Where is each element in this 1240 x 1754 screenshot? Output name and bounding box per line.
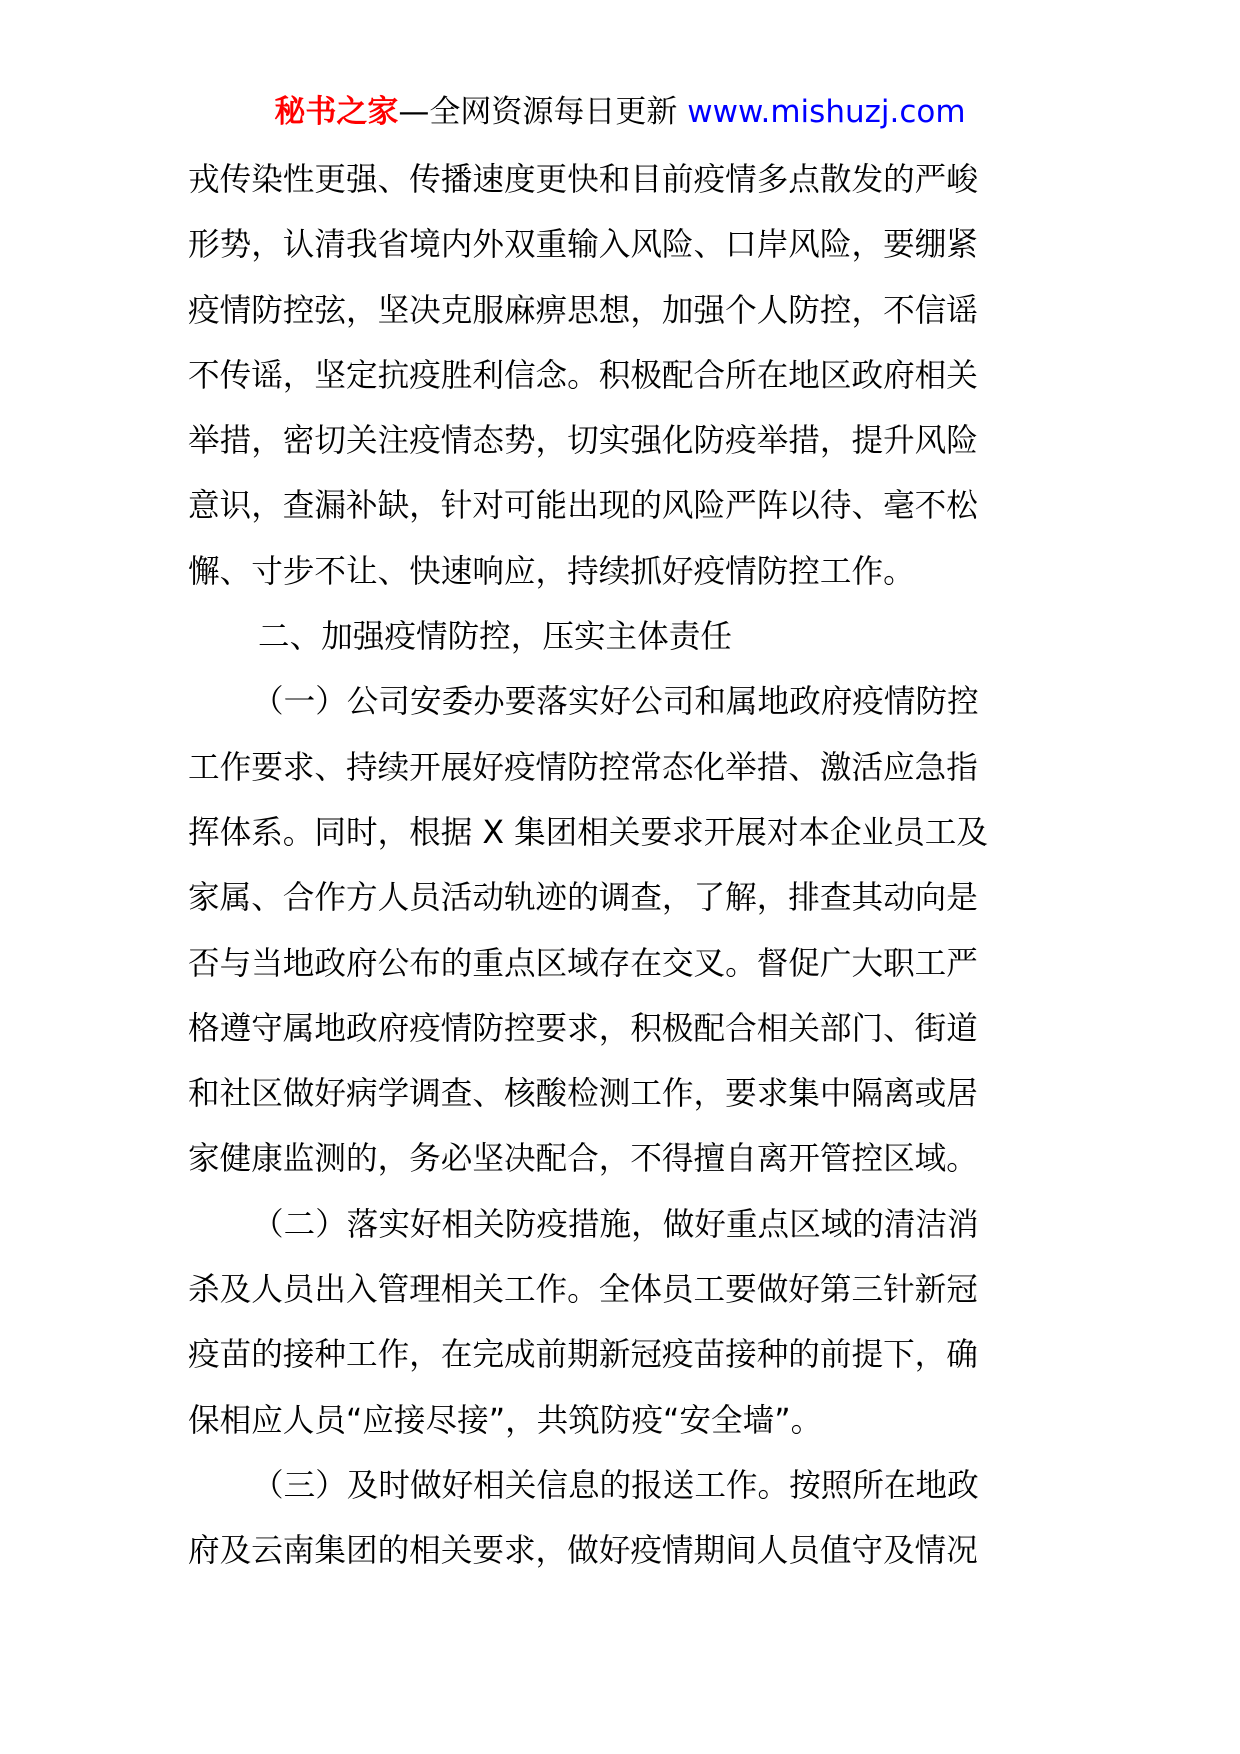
document-body <box>188 148 1058 1585</box>
body-line: 否与当地政府公布的重点区域存在交叉。督促广大职工严 <box>188 945 978 982</box>
body-line: 懈、寸步不让、快速响应，持续抓好疫情防控工作。 <box>188 553 915 590</box>
body-line: 戎传染性更强、传播速度更快和目前疫情多点散发的严峻 <box>188 162 978 198</box>
body-line: 杀及人员出入管理相关工作。全体员工要做好第三针新冠 <box>188 1272 978 1309</box>
body-line: 挥体系。同时，根据 X 集团相关要求开展对本企业员工及 <box>188 814 988 851</box>
brand-name: 秘书之家 <box>274 94 399 130</box>
body-line: 府及云南集团的相关要求，做好疫情期间人员值守及情况 <box>188 1533 978 1570</box>
body-line: 保相应人员“应接尽接”，共筑防疫“安全墙”。 <box>188 1402 823 1439</box>
body-line: 疫苗的接种工作，在完成前期新冠疫苗接种的前提下，确 <box>188 1337 978 1374</box>
body-line: 家健康监测的，务必坚决配合，不得擅自离开管控区域。 <box>188 1141 978 1178</box>
body-line: 工作要求、持续开展好疫情防控常态化举措、激活应急指 <box>188 749 978 786</box>
paragraph-first-line: （一）公司安委办要落实好公司和属地政府疫情防控 <box>252 684 979 721</box>
body-line: 疫情防控弦，坚决克服麻痹思想，加强个人防控，不信谣 <box>188 292 978 329</box>
paragraph-first-line: （三）及时做好相关信息的报送工作。按照所在地政 <box>252 1467 979 1504</box>
body-line: 格遵守属地政府疫情防控要求，积极配合相关部门、街道 <box>188 1010 978 1047</box>
body-line: 举措，密切关注疫情态势，切实强化防疫举措，提升风险 <box>188 423 978 460</box>
body-line: 不传谣，坚定抗疫胜利信念。积极配合所在地区政府相关 <box>188 357 978 394</box>
paragraph-first-line: （二）落实好相关防疫措施，做好重点区域的清洁消 <box>252 1206 979 1243</box>
body-line: 意识，查漏补缺，针对可能出现的风险严阵以待、毫不松 <box>188 488 978 525</box>
body-line: 和社区做好病学调查、核酸检测工作，要求集中隔离或居 <box>188 1076 978 1113</box>
body-line: 形势，认清我省境内外双重输入风险、口岸风险，要绷紧 <box>188 227 978 264</box>
site-header <box>0 92 1240 132</box>
body-line: 家属、合作方人员活动轨迹的调查，了解，排查其动向是 <box>188 880 978 917</box>
section-heading: 二、加强疫情防控，压实主体责任 <box>258 619 732 656</box>
site-url-link[interactable]: www.mishuzj.com <box>687 94 966 130</box>
header-tagline: —全网资源每日更新 <box>398 94 688 130</box>
